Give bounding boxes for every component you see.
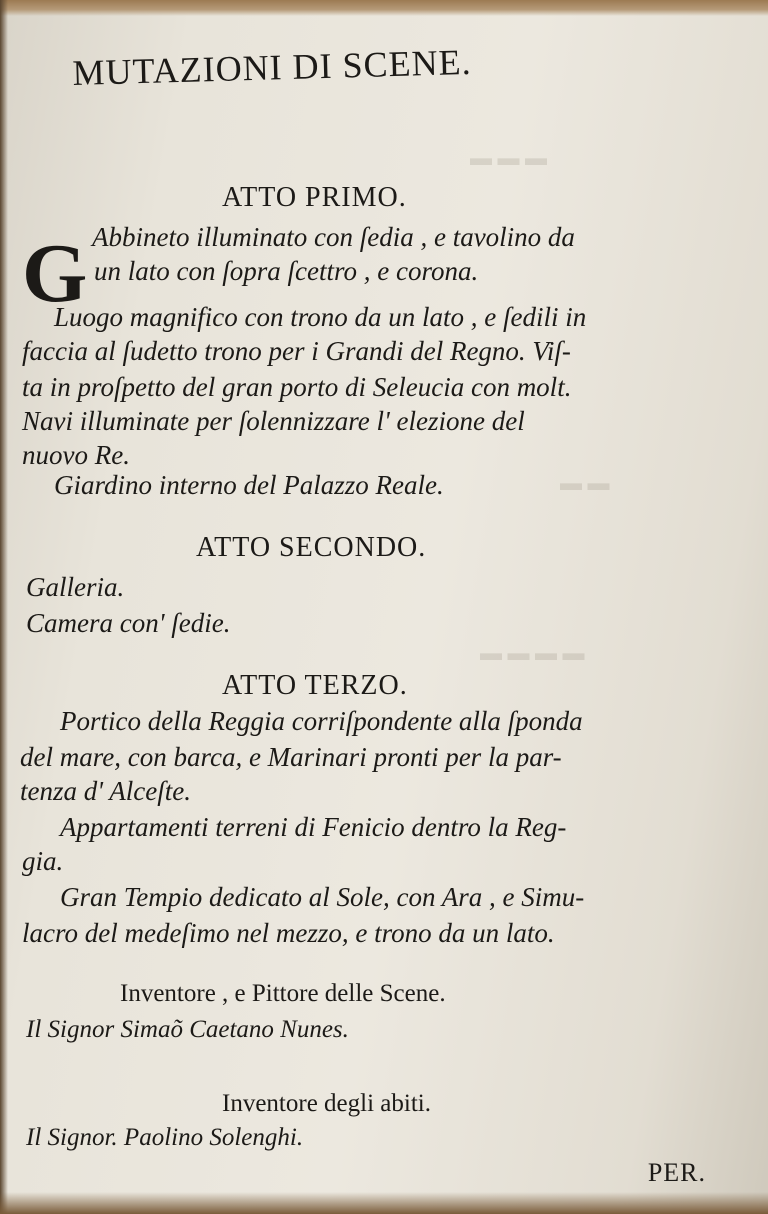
act-1-line-8: Giardino interno del Palazzo Reale. [54, 470, 444, 500]
act-3-line-3: tenza d' Alceſte. [20, 776, 191, 806]
costumes-credit-role: Inventore degli abiti. [222, 1090, 431, 1117]
scenes-credit-name: Il Signor Simaõ Caetano Nunes. [26, 1016, 349, 1043]
act-2-line-1: Galleria. [26, 572, 125, 602]
act-1-line-2: un lato con ſopra ſcettro , e corona. [94, 256, 479, 286]
page-top-edge [0, 0, 768, 16]
act-3-line-5: gia. [22, 846, 64, 876]
page-bottom-edge [0, 1192, 768, 1214]
act-1-line-1: Abbineto illuminato con ſedia , e tavolino da [92, 222, 575, 252]
act-3-line-6: Gran Tempio dedicato al Sole, con Ara , e Simu- [60, 882, 585, 912]
act-1-line-5: ta in proſpetto del gran porto di Seleucia con molt. [22, 372, 572, 402]
page-gutter [0, 0, 8, 1214]
act-1-line-6: Navi illuminate per ſolennizzare l' elezione del [22, 406, 525, 436]
bleed-through-mark: ▬ ▬ ▬ [470, 145, 547, 170]
bleed-through-mark: ▬ ▬ ▬ ▬ [480, 640, 585, 665]
scenes-credit-role: Inventore , e Pittore delle Scene. [120, 980, 446, 1007]
catchword: PER. [647, 1158, 706, 1187]
act-1-line-7: nuovo Re. [22, 440, 130, 470]
drop-cap: G [22, 227, 88, 320]
act-1-line-3: Luogo magnifico con trono da un lato , e ſedili in [54, 302, 587, 332]
act-2-heading: ATTO SECONDO. [196, 532, 427, 563]
act-1-line-4: faccia al ſudetto trono per i Grandi del Regno. Viſ- [22, 336, 571, 366]
act-3-line-2: del mare, con barca, e Marinari pronti per la par- [20, 742, 562, 772]
act-3-heading: ATTO TERZO. [222, 670, 408, 701]
act-1-heading: ATTO PRIMO. [222, 182, 407, 213]
act-3-line-7: lacro del medeſimo nel mezzo, e trono da un lato. [22, 918, 555, 948]
page-title: MUTAZIONI DI SCENE. [72, 41, 473, 93]
act-3-line-4: Appartamenti terreni di Fenicio dentro la Reg- [60, 812, 567, 842]
bleed-through-mark: ▬ ▬ [560, 470, 610, 495]
act-2-line-2: Camera con' ſedie. [26, 608, 231, 638]
act-3-line-1: Portico della Reggia corriſpondente alla ſponda [60, 706, 583, 736]
costumes-credit-name: Il Signor. Paolino Solenghi. [26, 1124, 304, 1151]
